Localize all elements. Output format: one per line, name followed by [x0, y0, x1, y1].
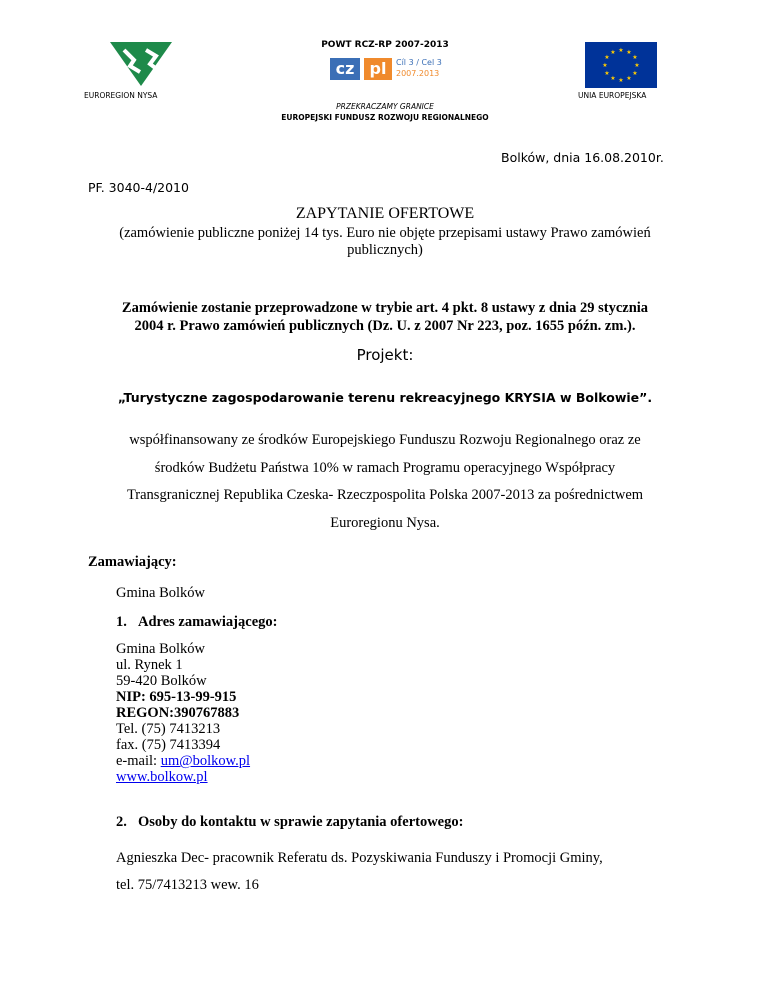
svg-text:★: ★ [634, 62, 640, 69]
project-label: Projekt: [356, 346, 414, 364]
address-regon: REGON:390767883 [116, 705, 240, 721]
svg-text:★: ★ [632, 54, 638, 61]
contact-line: Agnieszka Dec- pracownik Referatu ds. Pozyskiwania Funduszy i Promocji Gminy, [116, 850, 603, 866]
svg-text:★: ★ [626, 75, 632, 82]
address-street: ul. Rynek 1 [116, 657, 183, 673]
fund-name: EUROPEJSKI FUNDUSZ ROZWOJU REGIONALNEGO [281, 113, 489, 122]
address-email-row [116, 753, 250, 769]
address-city: 59-420 Bolków [116, 673, 207, 689]
document-title: ZAPYTANIE OFERTOWE [295, 205, 475, 222]
address-fax: fax. (75) 7413394 [116, 737, 221, 753]
legal-basis-line: 2004 r. Prawo zamówień publicznych (Dz. U. z 2007 Nr 223, poz. 1655 późn. zm.). [134, 318, 636, 334]
svg-text:★: ★ [632, 70, 638, 77]
address-nip: NIP: 695-13-99-915 [116, 689, 237, 705]
section-2-title: Osoby do kontaktu w sprawie zapytania ofertowego: [138, 814, 464, 830]
client-name: Gmina Bolków [116, 585, 206, 601]
euroregion-nysa-logo-icon [110, 42, 172, 86]
section-2-number: 2. [116, 814, 127, 830]
svg-text:★: ★ [610, 75, 616, 82]
svg-text:★: ★ [626, 49, 632, 56]
address-www-row [116, 769, 250, 785]
email-label: e-mail: [116, 753, 161, 769]
funding-line: Euroregionu Nysa. [330, 515, 440, 531]
reference-number: PF. 3040-4/2010 [88, 180, 189, 195]
project-name: „Turystyczne zagospodarowanie terenu rekreacyjnego KRYSIA w Bolkowie”. [117, 390, 653, 405]
address-name: Gmina Bolków [116, 641, 206, 657]
place-date: Bolków, dnia 16.08.2010r. [501, 150, 664, 165]
svg-text:★: ★ [618, 77, 624, 84]
address-tel: Tel. (75) 7413213 [116, 721, 221, 737]
svg-text:★: ★ [604, 54, 610, 61]
eu-label: UNIA EUROPEJSKA [578, 91, 647, 100]
svg-text:★: ★ [604, 70, 610, 77]
svg-text:★: ★ [610, 49, 616, 56]
email-link[interactable]: um@bolkow.pl [160, 753, 251, 769]
eu-flag-icon [585, 42, 657, 88]
section-1-title: Adres zamawiającego: [138, 614, 278, 630]
subtitle-line: (zamówienie publiczne poniżej 14 tys. Euro nie objęte przepisami ustawy Prawo zamówień [119, 225, 651, 241]
contact-line: tel. 75/7413213 wew. 16 [116, 877, 259, 893]
subtitle-line: publicznych) [347, 242, 423, 258]
section-1-number: 1. [116, 614, 127, 630]
funding-line: współfinansowany ze środków Europejskiego Funduszu Rozwoju Regionalnego oraz ze [129, 432, 641, 448]
svg-text:★: ★ [602, 62, 608, 69]
client-heading: Zamawiający: [88, 554, 177, 570]
slogan: PRZEKRACZAMY GRANICE [336, 102, 434, 111]
funding-line: środków Budżetu Państwa 10% w ramach Programu operacyjnego Współpracy [154, 460, 616, 476]
svg-text:★: ★ [618, 47, 624, 54]
program-label: POWT RCZ-RP 2007-2013 [321, 40, 449, 50]
legal-basis-line: Zamówienie zostanie przeprowadzone w trybie art. 4 pkt. 8 ustawy z dnia 29 stycznia [121, 300, 649, 316]
euroregion-label: EUROREGION NYSA [84, 91, 158, 100]
cz-pl-logo-icon: cz pl Cíl 3 / Cel 3 2007.2013 [330, 58, 446, 82]
address-block [116, 641, 250, 785]
funding-line: Transgranicznej Republika Czeska- Rzeczpospolita Polska 2007-2013 za pośrednictwem [126, 487, 644, 503]
website-link[interactable]: www.bolkow.pl [116, 769, 208, 785]
